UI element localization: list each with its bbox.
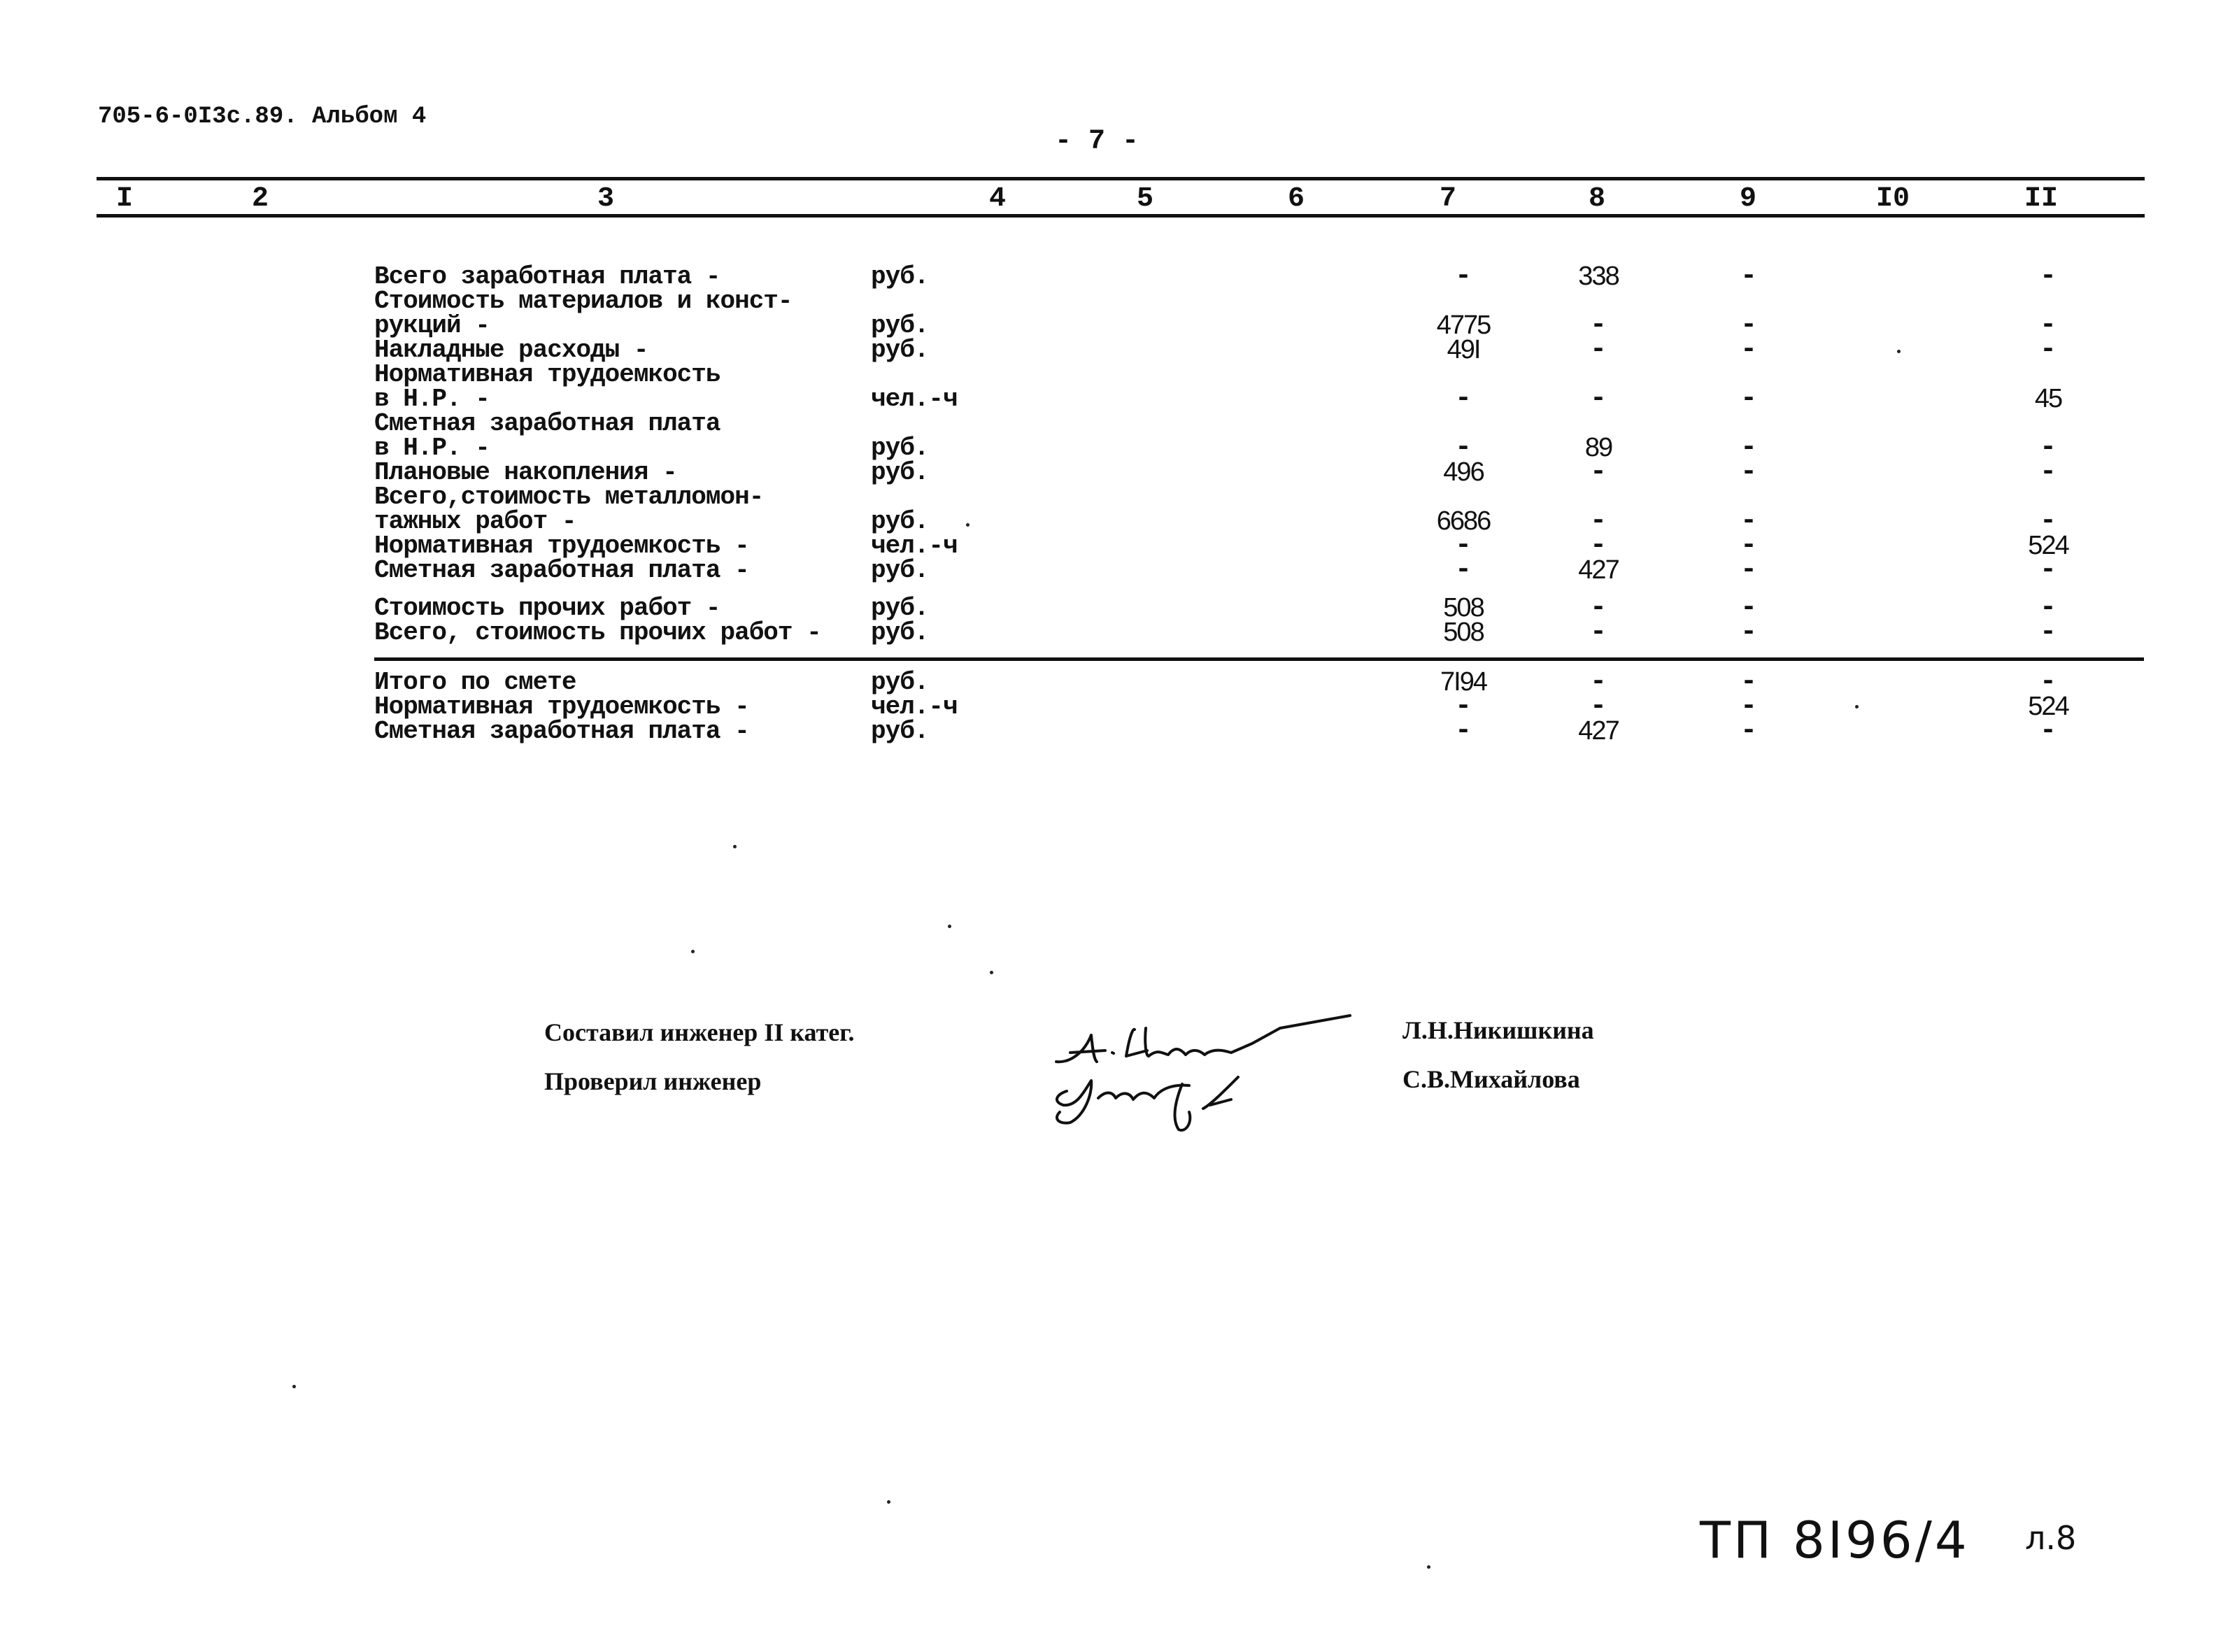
row-description: Стоимость материалов и конст- <box>374 287 793 315</box>
row-description: рукций - <box>374 311 490 340</box>
cell-col-8: 427 <box>1578 555 1619 585</box>
row-unit: руб. <box>871 434 929 462</box>
cell-col-11: 524 <box>2028 692 2068 721</box>
cell-col-11: - <box>2039 617 2057 648</box>
row-description: в Н.Р. - <box>374 434 490 462</box>
cell-col-7: 496 <box>1443 457 1484 487</box>
cell-col-7: - <box>1454 261 1472 292</box>
column-number: 5 <box>1136 183 1154 215</box>
row-unit: руб. <box>871 668 929 697</box>
row-unit: руб. <box>871 336 929 364</box>
row-description: Итого по смете <box>374 668 576 697</box>
cell-col-8: 338 <box>1578 262 1619 291</box>
row-description: Плановые накопления - <box>374 458 677 487</box>
scan-speck <box>691 950 695 953</box>
cell-col-8: 89 <box>1584 433 1612 462</box>
total-separator-rule <box>374 657 2144 661</box>
cell-col-7: 7I94 <box>1440 667 1486 697</box>
scan-speck <box>990 971 993 974</box>
cell-col-11: - <box>2039 667 2057 698</box>
row-unit: руб. <box>871 556 929 585</box>
cell-col-7: - <box>1454 530 1472 562</box>
drawing-code-stamp: ТП 8I96/4 <box>1700 1511 1970 1569</box>
cell-col-11: 45 <box>2034 384 2062 413</box>
column-number: 2 <box>251 183 269 215</box>
row-description: в Н.Р. - <box>374 385 490 413</box>
cell-col-8: - <box>1589 691 1607 722</box>
scan-speck <box>733 845 737 848</box>
cell-col-8: 427 <box>1578 716 1619 746</box>
row-description: Всего заработная плата - <box>374 262 720 291</box>
cell-col-11: - <box>2039 715 2057 747</box>
row-unit: чел.-ч <box>871 385 958 413</box>
column-number: 4 <box>988 183 1007 215</box>
row-unit: руб. <box>871 458 929 487</box>
scan-speck <box>292 1385 296 1388</box>
cell-col-9: - <box>1740 617 1758 648</box>
cell-col-9: - <box>1740 457 1758 488</box>
cell-col-11: - <box>2039 506 2057 537</box>
row-unit: руб. <box>871 618 929 647</box>
cell-col-9: - <box>1740 506 1758 537</box>
sheet-number: л.8 <box>2025 1519 2077 1557</box>
cell-col-9: - <box>1740 334 1758 366</box>
cell-col-7: - <box>1454 691 1472 722</box>
cell-col-9: - <box>1740 530 1758 562</box>
column-number: 6 <box>1287 183 1305 215</box>
row-unit: руб. <box>871 717 929 746</box>
row-unit: чел.-ч <box>871 692 958 721</box>
scan-speck <box>1427 1565 1430 1569</box>
cell-col-8: - <box>1589 667 1607 698</box>
cell-col-11: 524 <box>2028 531 2068 560</box>
scan-speck <box>948 925 951 928</box>
cell-col-9: - <box>1740 432 1758 464</box>
cell-col-8: - <box>1589 617 1607 648</box>
cell-col-9: - <box>1740 555 1758 586</box>
cell-col-7: - <box>1454 432 1472 464</box>
cell-col-9: - <box>1740 691 1758 722</box>
cell-col-9: - <box>1740 310 1758 341</box>
page-number: - 7 - <box>1055 126 1139 157</box>
cell-col-7: 508 <box>1443 618 1484 647</box>
column-number: I0 <box>1875 183 1910 215</box>
cell-col-11: - <box>2039 432 2057 464</box>
cell-col-7: 4775 <box>1436 311 1491 340</box>
column-number: II <box>2024 183 2059 215</box>
cell-col-11: - <box>2039 334 2057 366</box>
row-unit: руб. <box>871 507 929 536</box>
scan-speck <box>1855 705 1859 708</box>
row-description: Стоимость прочих работ - <box>374 594 720 622</box>
compiled-by-name: Л.Н.Никишкина <box>1402 1016 1594 1044</box>
scan-speck <box>966 523 970 527</box>
column-number: I <box>115 183 134 215</box>
row-description: Сметная заработная плата - <box>374 717 749 746</box>
row-unit: руб. <box>871 594 929 622</box>
checked-by-label: Проверил инженер <box>544 1067 762 1095</box>
cell-col-7: 6686 <box>1436 506 1491 536</box>
row-description: Нормативная трудоемкость - <box>374 692 749 721</box>
row-unit: чел.-ч <box>871 532 958 560</box>
cell-col-11: - <box>2039 457 2057 488</box>
handwritten-signatures <box>1042 986 1364 1140</box>
cell-col-11: - <box>2039 555 2057 586</box>
column-number: 7 <box>1439 183 1457 215</box>
cell-col-7: - <box>1454 383 1472 415</box>
row-unit: руб. <box>871 311 929 340</box>
cell-col-8: - <box>1589 310 1607 341</box>
cell-col-8: - <box>1589 530 1607 562</box>
column-number: 8 <box>1588 183 1606 215</box>
scan-speck <box>1897 350 1901 353</box>
cell-col-9: - <box>1740 383 1758 415</box>
column-number: 3 <box>597 183 615 215</box>
compiled-by-label: Составил инженер II катег. <box>544 1018 855 1046</box>
row-unit: руб. <box>871 262 929 291</box>
cell-col-8: - <box>1589 383 1607 415</box>
row-description: Нормативная трудоемкость - <box>374 532 749 560</box>
cell-col-7: 49I <box>1447 335 1480 364</box>
cell-col-8: - <box>1589 506 1607 537</box>
cell-col-8: - <box>1589 457 1607 488</box>
cell-col-9: - <box>1740 592 1758 624</box>
row-description: Сметная заработная плата - <box>374 556 749 585</box>
document-code: 705-6-0I3c.89. Альбом 4 <box>98 104 427 130</box>
row-description: тажных работ - <box>374 507 576 536</box>
cell-col-11: - <box>2039 310 2057 341</box>
cell-col-11: - <box>2039 592 2057 624</box>
row-description: Всего,стоимость металломон- <box>374 483 764 511</box>
cell-col-11: - <box>2039 261 2057 292</box>
checked-by-name: С.В.Михайлова <box>1402 1065 1580 1093</box>
row-description: Всего, стоимость прочих работ - <box>374 618 821 647</box>
table-top-rule <box>97 177 2145 180</box>
cell-col-9: - <box>1740 667 1758 698</box>
table-header-rule <box>97 214 2145 218</box>
scan-speck <box>887 1500 890 1504</box>
cell-col-9: - <box>1740 261 1758 292</box>
cell-col-8: - <box>1589 334 1607 366</box>
cell-col-8: - <box>1589 592 1607 624</box>
row-description: Сметная заработная плата <box>374 409 720 438</box>
row-description: Нормативная трудоемкость <box>374 360 720 389</box>
cell-col-7: - <box>1454 555 1472 586</box>
row-description: Накладные расходы - <box>374 336 648 364</box>
cell-col-7: 508 <box>1443 593 1484 622</box>
cell-col-7: - <box>1454 715 1472 747</box>
cell-col-9: - <box>1740 715 1758 747</box>
column-number: 9 <box>1739 183 1757 215</box>
